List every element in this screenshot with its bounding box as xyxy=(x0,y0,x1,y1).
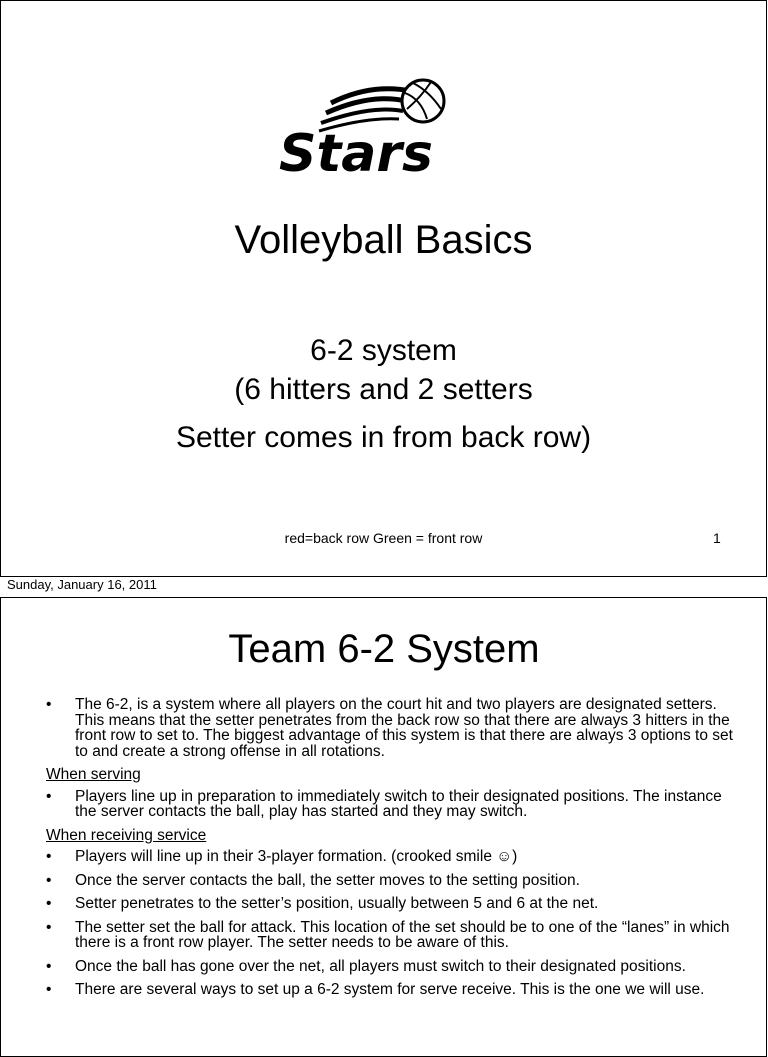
receiving-text: Players will line up in their 3-player formation. (crooked smile ☺) xyxy=(75,848,518,865)
bullet-item xyxy=(46,873,736,889)
when-receiving-heading: When receiving service xyxy=(46,826,207,844)
slide-title: Volleyball Basics xyxy=(234,218,533,262)
receiving-text: The setter set the ball for attack. This location of the set should be to one of the “lanes” in which there is a front row player. The setter needs to be aware of this. xyxy=(75,918,730,951)
page-number: 1 xyxy=(713,530,721,546)
slide-footer-note: red=back row Green = front row xyxy=(284,530,483,546)
bullet-item xyxy=(46,849,736,865)
bullet-marker: • xyxy=(46,696,52,713)
receiving-text: Once the server contacts the ball, the setter moves to the setting position. xyxy=(75,871,580,889)
slide-2-content xyxy=(46,697,736,1006)
serving-text: Players line up in preparation to immediately switch to their designated positions. The instance the server contacts the ball, play has started and they may switch. xyxy=(75,787,722,820)
intro-text: The 6-2, is a system where all players on the court hit and two players are designated setters. This means that the setter penetrates from the back row so that there are always 3 hitters in the front row to set to. The biggest advantage of this system is that there are always 3 options to set to and create a strong offense in all rotations. xyxy=(75,696,733,760)
receiving-text: There are several ways to set up a 6-2 system for serve receive. This is the one we will use. xyxy=(75,981,705,998)
bullet-item xyxy=(46,789,736,820)
slide-2-title: Team 6-2 System xyxy=(228,627,540,671)
bullet-marker: • xyxy=(46,957,52,975)
bullet-marker: • xyxy=(46,895,52,912)
bullet-item xyxy=(46,697,736,759)
bullet-item xyxy=(46,896,736,912)
logo-text: Stars xyxy=(279,124,433,183)
subtitle-line-2: (6 hitters and 2 setters xyxy=(234,373,533,406)
receiving-text: Setter penetrates to the setter’s position, usually between 5 and 6 at the net. xyxy=(75,895,599,912)
subtitle-line-1: 6-2 system xyxy=(310,334,457,367)
stars-volleyball-logo xyxy=(271,73,481,183)
receiving-text: Once the ball has gone over the net, all players must switch to their designated positions. xyxy=(75,957,686,975)
bullet-marker: • xyxy=(46,918,52,936)
bullet-item xyxy=(46,920,736,951)
bullet-item xyxy=(46,982,736,998)
bullet-item xyxy=(46,959,736,975)
bullet-marker: • xyxy=(46,871,52,889)
bullet-marker: • xyxy=(46,787,52,805)
when-serving-heading: When serving xyxy=(46,766,141,783)
bullet-marker: • xyxy=(46,981,52,998)
date-label: Sunday, January 16, 2011 xyxy=(7,577,157,592)
bullet-marker: • xyxy=(46,848,52,865)
subtitle-line-3: Setter comes in from back row) xyxy=(175,421,592,454)
